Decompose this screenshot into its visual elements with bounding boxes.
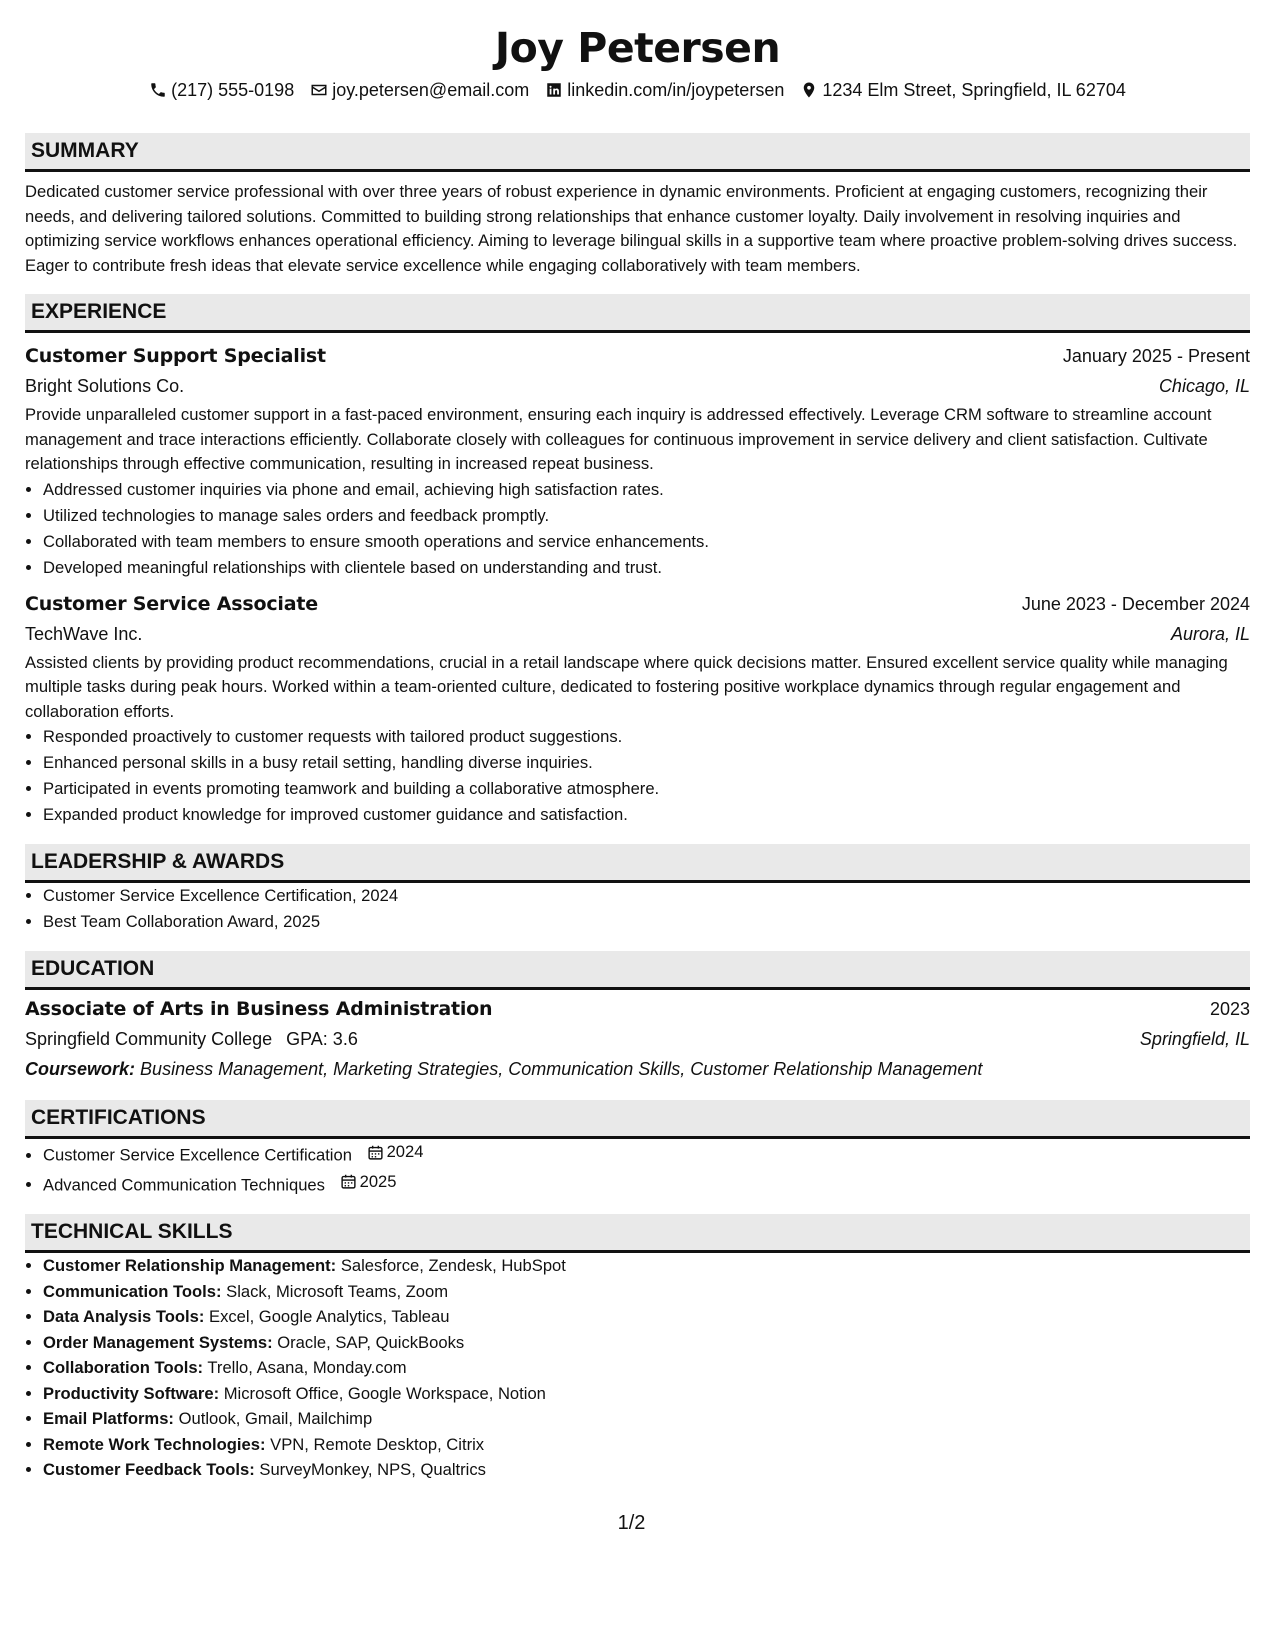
skill-values: Oracle, SAP, QuickBooks xyxy=(277,1332,465,1352)
resume-page xyxy=(25,22,1250,1534)
skill-category: Email Platforms: xyxy=(43,1409,174,1428)
skill-category: Productivity Software: xyxy=(43,1383,220,1403)
skill-category: Customer Relationship Management: xyxy=(43,1256,337,1275)
contact-phone xyxy=(149,78,294,102)
job-dates: June 2023 - December 2024 xyxy=(1021,593,1250,614)
job-location: Chicago, IL xyxy=(1158,376,1250,396)
contact-address xyxy=(800,78,1126,102)
address-text: 1234 Elm Street, Springfield, IL 62704 xyxy=(822,80,1126,100)
section-heading-education: EDUCATION xyxy=(25,951,1250,990)
skill-category: Remote Work Technologies: xyxy=(43,1434,266,1454)
page-number: 1/2 xyxy=(617,1512,646,1534)
coursework-list: Business Management, Marketing Strategies, Communication Skills, Customer Relationship Management xyxy=(140,1059,983,1079)
list-item xyxy=(43,1304,1250,1330)
job-entry xyxy=(25,589,1250,829)
job-title: Customer Service Associate xyxy=(25,592,318,615)
certification-name: Customer Service Excellence Certification xyxy=(43,1145,352,1165)
job-title: Customer Support Specialist xyxy=(25,345,326,367)
phone-icon xyxy=(149,81,167,99)
certification-name: Advanced Communication Techniques xyxy=(43,1175,325,1194)
certification-year: 2024 xyxy=(367,1139,424,1165)
section-heading-summary: SUMMARY xyxy=(25,133,1250,172)
linkedin-icon xyxy=(545,81,563,99)
education-entry xyxy=(25,994,1250,1084)
coursework xyxy=(25,1054,1250,1084)
list-item: • Collaborated with team members to ensure smooth operations and service enhancements. xyxy=(43,529,1250,555)
list-item: • Participated in events promoting teamwork and building a collaborative atmosphere. xyxy=(43,776,1250,802)
section-heading-awards: LEADERSHIP & AWARDS xyxy=(25,844,1250,883)
phone-text: (217) 555-0198 xyxy=(171,80,295,100)
degree-title: Associate of Arts in Business Administration xyxy=(25,998,493,1020)
job-entry xyxy=(25,341,1250,581)
skill-values: Excel, Google Analytics, Tableau xyxy=(209,1307,450,1326)
calendar-icon xyxy=(340,1173,357,1190)
skill-values: Microsoft Office, Google Workspace, Notion xyxy=(223,1383,546,1403)
list-item xyxy=(43,1253,1250,1279)
job-company: TechWave Inc. xyxy=(25,623,143,644)
list-item: • Customer Service Excellence Certification, 2024 xyxy=(43,883,1250,909)
contact-bar xyxy=(25,78,1250,102)
map-pin-icon xyxy=(800,81,818,99)
skill-values: SurveyMonkey, NPS, Qualtrics xyxy=(259,1460,486,1479)
school-name: Springfield Community College xyxy=(25,1029,273,1049)
job-bullets xyxy=(25,477,1250,581)
school-location: Springfield, IL xyxy=(1139,1029,1250,1049)
skills-list xyxy=(25,1253,1250,1483)
contact-linkedin[interactable] xyxy=(545,78,784,102)
list-item xyxy=(43,1279,1250,1305)
envelope-icon xyxy=(310,81,328,99)
email-text: joy.petersen@email.com xyxy=(332,80,530,100)
section-heading-technical-skills: TECHNICAL SKILLS xyxy=(25,1214,1250,1253)
list-item: • Expanded product knowledge for improved customer guidance and satisfaction. xyxy=(43,802,1250,828)
coursework-label: Coursework: xyxy=(25,1059,136,1079)
awards-list xyxy=(25,883,1250,935)
job-company: Bright Solutions Co. xyxy=(25,376,185,396)
list-item: • Responded proactively to customer requests with tailored product suggestions. xyxy=(43,724,1250,750)
list-item: • Enhanced personal skills in a busy retail setting, handling diverse inquiries. xyxy=(43,750,1250,776)
job-dates: January 2025 - Present xyxy=(1062,346,1250,366)
summary-text: Dedicated customer service professional with over three years of robust experience in dynamic environments. Proficient at engaging customers, recognizing their needs, and delivering tailored solutions. Committed to building strong relationships that enhance customer loyalty. Daily involvement in resolving inquiries and optimizing service workflows enhances operational efficiency. Aiming to leverage bilingual skills in a supportive team where proactive problem-solving drives success. Eager to contribute fresh ideas that elevate service excellence while engaging collaboratively with team members. xyxy=(25,182,1238,275)
skill-category: Communication Tools: xyxy=(43,1281,222,1301)
list-item xyxy=(43,1457,1250,1483)
list-item: • Best Team Collaboration Award, 2025 xyxy=(43,909,1250,935)
certification-year: 2025 xyxy=(340,1169,397,1195)
job-location: Aurora, IL xyxy=(1170,623,1250,644)
list-item xyxy=(43,1381,1250,1407)
list-item xyxy=(43,1169,1250,1199)
skill-values: Trello, Asana, Monday.com xyxy=(207,1358,407,1377)
skill-values: Outlook, Gmail, Mailchimp xyxy=(178,1409,373,1428)
calendar-icon xyxy=(367,1144,384,1161)
skill-category: Customer Feedback Tools: xyxy=(43,1460,255,1479)
skill-category: Collaboration Tools: xyxy=(43,1358,204,1377)
section-heading-experience: EXPERIENCE xyxy=(25,294,1250,333)
skill-values: Slack, Microsoft Teams, Zoom xyxy=(226,1281,449,1301)
list-item: • Utilized technologies to manage sales orders and feedback promptly. xyxy=(43,503,1250,529)
job-description: Assisted clients by providing product recommendations, crucial in a retail landscape where quick decisions matter. Ensured excellent service quality while managing multiple tasks during peak hours. Worked within a team-oriented culture, dedicated to fostering positive workplace dynamics through regular engagement and collaboration efforts. xyxy=(25,652,1228,721)
skill-category: Order Management Systems: xyxy=(43,1332,273,1352)
skill-values: VPN, Remote Desktop, Citrix xyxy=(270,1434,485,1454)
list-item xyxy=(43,1139,1250,1169)
skill-category: Data Analysis Tools: xyxy=(43,1307,205,1326)
list-item: • Developed meaningful relationships with clientele based on understanding and trust. xyxy=(43,555,1250,581)
list-item xyxy=(43,1406,1250,1432)
job-bullets xyxy=(25,724,1250,828)
gpa: GPA: 3.6 xyxy=(286,1029,358,1049)
section-heading-certifications: CERTIFICATIONS xyxy=(25,1100,1250,1139)
candidate-name: Joy Petersen xyxy=(494,24,781,72)
contact-email[interactable] xyxy=(310,78,529,102)
graduation-year: 2023 xyxy=(1209,999,1250,1019)
list-item: • Addressed customer inquiries via phone and email, achieving high satisfaction rates. xyxy=(43,477,1250,503)
skill-values: Salesforce, Zendesk, HubSpot xyxy=(340,1256,566,1275)
list-item xyxy=(43,1330,1250,1356)
certifications-list xyxy=(25,1139,1250,1198)
school-line xyxy=(25,1024,358,1054)
job-description: Provide unparalleled customer support in a fast-paced environment, ensuring each inquiry is addressed effectively. Leverage CRM software to streamline account management and trace interactions efficiently. Collaborate closely with colleagues for continuous improvement in service delivery and client satisfaction. Cultivate relationships through effective communication, resulting in increased repeat business. xyxy=(25,405,1212,473)
list-item xyxy=(43,1432,1250,1458)
linkedin-text: linkedin.com/in/joypetersen xyxy=(567,80,785,100)
list-item xyxy=(43,1355,1250,1381)
